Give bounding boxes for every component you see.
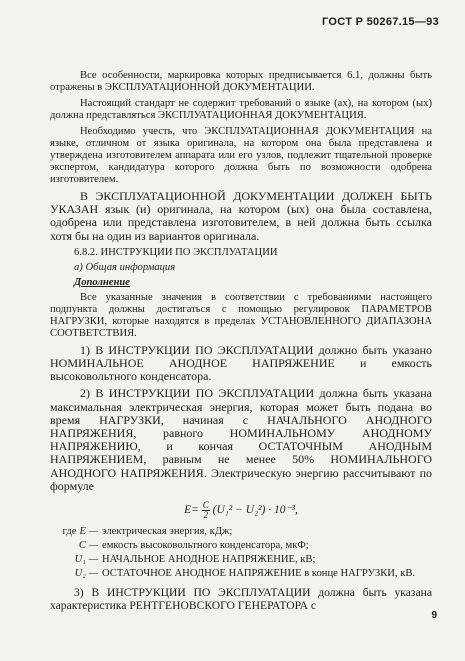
definition-symbol: U₁ — <box>74 554 98 566</box>
formula-rhs: (U₁² − U₂²) · 10⁻³, <box>212 504 298 517</box>
item-1: 1) В ИНСТРУКЦИИ ПО ЭКСПЛУАТАЦИИ должно быть указано НОМИНАЛЬНОЕ АНОДНОЕ НАПРЯЖЕНИЕ и емкость высоковольтного конденсатора. <box>50 342 432 384</box>
where-label: где <box>62 526 77 538</box>
fraction-denominator: 2 <box>203 510 209 521</box>
formula-fraction <box>202 501 210 520</box>
fraction-numerator: C <box>202 500 209 511</box>
definition-symbol: где E — <box>62 526 98 538</box>
item-3: 3) В ИНСТРУКЦИИ ПО ЭКСПЛУАТАЦИИ должна быть указана характеристика РЕНТГЕНОВСКОГО ГЕНЕРАТОРА с <box>50 586 432 613</box>
definition-text: НАЧАЛЬНОЕ АНОДНОЕ НАПРЯЖЕНИЕ, кВ; <box>102 554 316 566</box>
standard-header: ГОСТ Р 50267.15—93 <box>321 16 439 28</box>
addition-title: Дополнение <box>74 276 130 288</box>
page-mark: 9 <box>431 610 437 621</box>
paragraph-4: В ЭКСПЛУАТАЦИОННОЙ ДОКУМЕНТАЦИИ ДОЛЖЕН БЫТЬ УКАЗАН язык (и) оригинала, на котором (ых) она была составлена, одобрена или представлена изготовителем, в ней должна быть ссылка хотя бы на один из вариантов оригинала. <box>50 189 432 243</box>
subsection-general: а) Общая информация <box>74 261 176 273</box>
item-2: 2) В ИНСТРУКЦИИ ПО ЭКСПЛУАТАЦИИ должна быть указана максимальная электрическая энергия, которая может быть подана во время НАГРУЗКИ, начиная с НАЧАЛЬНОГО АНОДНОГО НАПРЯЖЕНИЯ, равного НОМИНАЛЬНОМУ АНОДНОМУ НАПРЯЖЕНИЮ, и кончая ОСТАТОЧНЫМ АНОДНЫМ НАПРЯЖЕНИЕМ, равным не менее 50% НОМИНАЛЬНОГО АНОДНОГО НАПРЯЖЕНИЯ. Электрическую энергию рассчитывают по формуле <box>50 386 432 493</box>
paragraph-3: Необходимо учесть, что ЭКСПЛУАТАЦИОННАЯ ДОКУМЕНТАЦИЯ на языке, отличном от языка оригинала, на котором она была представлена и утверждена изготовителем аппарата или его узлов, подлежит тщательной проверке экспертом, кандидатура которого должна быть по возможности одобрена изготовителем. <box>50 126 432 185</box>
paragraph-1: Все особенности, маркировка которых предписывается 6.1, должны быть отражены в ЭКСПЛУАТАЦИОННОЙ ДОКУМЕНТАЦИИ. <box>50 70 432 93</box>
section-heading: 6.8.2. ИНСТРУКЦИИ ПО ЭКСПЛУАТАЦИИ <box>74 246 278 258</box>
definition-text: емкость высоковольтного конденсатора, мкФ; <box>102 540 309 552</box>
document-body <box>50 70 432 612</box>
definition-row <box>50 540 432 552</box>
definition-symbol: C — <box>78 540 98 552</box>
definition-text: электрическая энергия, кДж; <box>102 526 233 538</box>
energy-formula <box>50 501 432 520</box>
definition-symbol: U₂ — <box>74 568 98 580</box>
formula-lhs: E= <box>184 504 199 517</box>
paragraph-2: Настоящий стандарт не содержит требований о языке (ах), на котором (ых) должна представляться ЭКСПЛУАТАЦИОННАЯ ДОКУМЕНТАЦИЯ. <box>50 98 432 121</box>
definitions-list <box>50 526 432 580</box>
definition-row <box>50 526 432 538</box>
definition-text: ОСТАТОЧНОЕ АНОДНОЕ НАПРЯЖЕНИЕ в конце НАГРУЗКИ, кВ. <box>102 568 416 580</box>
definition-row <box>50 568 432 580</box>
addition-text: Все указанные значения в соответствии с требованиями настоящего подпункта должны достигаться с помощью регулировок ПАРАМЕТРОВ НАГРУЗКИ, которые находятся в пределах УСТАНОВЛЕННОГО ДИАПАЗОНА СООТВЕТСТВИЯ. <box>50 291 432 339</box>
definition-row <box>50 554 432 566</box>
